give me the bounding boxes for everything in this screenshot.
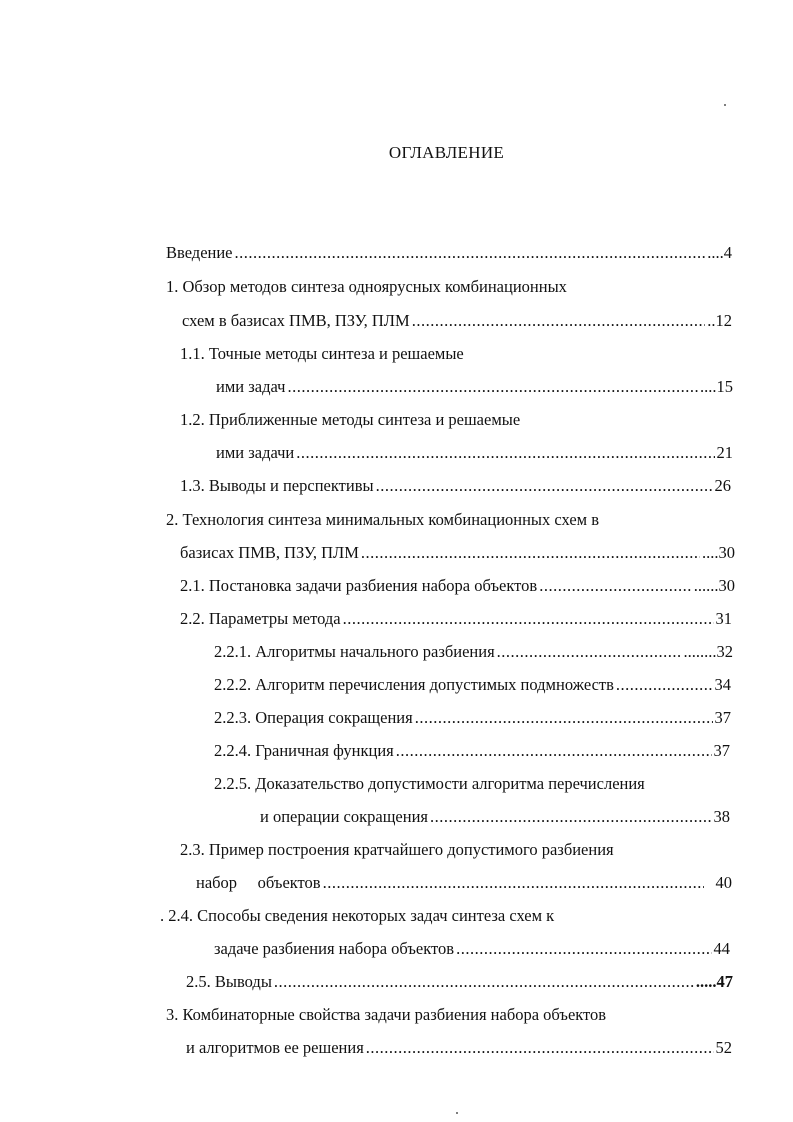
toc-entry-chapter-3: 3. Комбинаторные свойства задачи разбиения набора объектов	[166, 1005, 607, 1024]
toc-entry-section-2-2	[180, 609, 732, 629]
toc-entry-text: набор объектов	[196, 873, 321, 892]
toc-entry-subsection-2-2-2	[214, 675, 731, 695]
toc-entry-section-2-4-cont	[214, 939, 730, 959]
toc-leader-dots	[616, 675, 713, 695]
scan-speck	[724, 104, 726, 106]
toc-leader-dots	[430, 807, 712, 827]
toc-entry-page: 40	[715, 873, 732, 892]
toc-entry-page: ..12	[707, 311, 732, 330]
toc-leader-dots	[323, 873, 704, 893]
toc-entry-subsection-2-2-5-cont	[260, 807, 730, 827]
toc-entry-text: ими задачи	[216, 443, 295, 462]
toc-entry-page: 34	[714, 675, 731, 694]
toc-leader-dots	[235, 243, 706, 263]
toc-entry-page: .....47	[695, 972, 733, 991]
page-title: ОГЛАВЛЕНИЕ	[388, 143, 505, 162]
toc-entry-page: 37	[713, 741, 730, 760]
toc-leader-dots	[497, 642, 682, 662]
toc-entry-section-1-3	[180, 476, 731, 496]
toc-entry-section-1-2: 1.2. Приближенные методы синтеза и решаемые	[180, 410, 521, 429]
toc-leader-dots	[412, 311, 706, 331]
toc-entry-page: 37	[714, 708, 731, 727]
toc-entry-text: задаче разбиения набора объектов	[214, 939, 455, 958]
toc-leader-dots	[539, 576, 692, 596]
toc-entry-section-1-2-cont	[216, 443, 733, 463]
toc-entry-subsection-2-2-5: 2.2.5. Доказательство допустимости алгоритма перечисления	[214, 774, 645, 793]
toc-entry-page: ....30	[702, 543, 735, 562]
toc-entry-text: 2.2.1. Алгоритмы начального разбиения	[214, 642, 495, 661]
toc-leader-dots	[274, 972, 694, 992]
toc-entry-section-2-3: 2.3. Пример построения кратчайшего допустимого разбиения	[180, 840, 614, 859]
toc-leader-dots	[361, 543, 700, 563]
toc-entry-chapter-3-cont	[186, 1038, 732, 1058]
toc-leader-dots	[456, 939, 711, 959]
toc-entry-section-2-3-cont	[196, 873, 732, 893]
toc-entry-text: 1.3. Выводы и перспективы	[180, 476, 374, 495]
toc-entry-chapter-2-cont	[180, 543, 735, 563]
toc-entry-text: и операции сокращения	[260, 807, 428, 826]
toc-entry-text: ими задач	[216, 377, 286, 396]
toc-entry-text: 2.2.2. Алгоритм перечисления допустимых подмножеств	[214, 675, 614, 694]
toc-entry-text: 2.2. Параметры метода	[180, 609, 341, 628]
toc-entry-chapter-2: 2. Технология синтеза минимальных комбинационных схем в	[166, 510, 600, 529]
toc-entry-subsection-2-2-3	[214, 708, 731, 728]
toc-entry-page: ....15	[700, 377, 733, 396]
toc-entry-text: 2.2.3. Операция сокращения	[214, 708, 413, 727]
toc-entry-page: 38	[713, 807, 730, 826]
toc-leader-dots	[343, 609, 714, 629]
toc-entry-text: 2.2.4. Граничная функция	[214, 741, 394, 760]
toc-entry-page: ........32	[683, 642, 733, 661]
toc-leader-dots	[415, 708, 713, 728]
toc-entry-page: 44	[713, 939, 730, 958]
toc-entry-text: и алгоритмов ее решения	[186, 1038, 364, 1057]
toc-entry-section-1-1: 1.1. Точные методы синтеза и решаемые	[180, 344, 464, 363]
toc-entry-page: 26	[714, 476, 731, 495]
toc-leader-dots	[396, 741, 712, 761]
toc-entry-text: 2.5. Выводы	[186, 972, 272, 991]
toc-entry-subsection-2-2-1	[214, 642, 733, 662]
toc-leader-dots	[366, 1038, 714, 1058]
toc-entry-text: Введение	[166, 243, 233, 262]
toc-entry-text: базисах ПМВ, ПЗУ, ПЛМ	[180, 543, 359, 562]
toc-entry-section-2-1	[180, 576, 735, 596]
toc-leader-dots	[296, 443, 714, 463]
scan-speck	[456, 1112, 458, 1114]
toc-entry-page: 52	[715, 1038, 732, 1057]
toc-entry-chapter-1: 1. Обзор методов синтеза одноярусных комбинационных	[166, 277, 567, 296]
toc-leader-dots	[376, 476, 713, 496]
toc-entry-introduction	[166, 243, 732, 263]
toc-entry-page: 21	[716, 443, 733, 462]
toc-entry-section-2-5	[186, 972, 733, 992]
toc-entry-subsection-2-2-4	[214, 741, 730, 761]
toc-entry-text: схем в базисах ПМВ, ПЗУ, ПЛМ	[182, 311, 410, 330]
toc-entry-section-1-1-cont	[216, 377, 733, 397]
toc-entry-section-2-4: . 2.4. Способы сведения некоторых задач синтеза схем к	[160, 906, 555, 925]
toc-entry-page: ....4	[707, 243, 732, 262]
toc-entry-text: 2.1. Постановка задачи разбиения набора объектов	[180, 576, 538, 595]
toc-leader-dots	[287, 377, 698, 397]
toc-entry-page: 31	[715, 609, 732, 628]
toc-entry-chapter-1-cont	[182, 311, 732, 331]
toc-entry-page: ......30	[693, 576, 735, 595]
